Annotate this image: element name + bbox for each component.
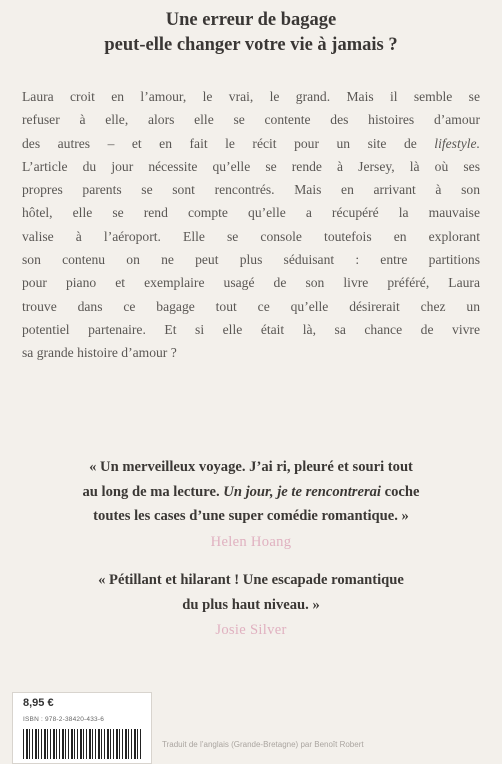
quote-author: Helen Hoang bbox=[210, 533, 292, 550]
review-quote-2 bbox=[22, 568, 480, 643]
blurb-line: refuser à elle, alors elle se contente des histoires d’amour bbox=[22, 112, 480, 128]
blurb-text bbox=[22, 85, 480, 365]
blurb-line: L’article du jour nécessite qu’elle se rende à Jersey, là où ses bbox=[22, 158, 480, 174]
quote-author: Josie Silver bbox=[215, 622, 287, 638]
tagline-line-1: Une erreur de bagage bbox=[165, 10, 337, 30]
blurb-line: pour piano et exemplaire usagé de son livre préféré, Laura bbox=[22, 275, 480, 291]
barcode-label bbox=[12, 692, 152, 764]
tagline bbox=[60, 8, 442, 58]
blurb-line: propres parents se sont rencontrés. Mais en arrivant à son bbox=[22, 182, 480, 198]
translator-credit: Traduit de l’anglais (Grande-Bretagne) par Benoît Robert bbox=[162, 740, 364, 749]
price: 8,95 € bbox=[23, 697, 54, 709]
blurb-line: Laura croit en l’amour, le vrai, le grand. Mais il semble se bbox=[22, 89, 480, 104]
blurb-line: hôtel, elle se rend compte qu’elle a récupéré la mauvaise bbox=[22, 205, 480, 221]
quote-text: au long de ma lecture. bbox=[82, 483, 224, 500]
book-title-italic: Un jour, je te rencontrerai bbox=[223, 483, 381, 500]
blurb-line-text: des autres – et en fait le récit pour un site de bbox=[22, 135, 417, 151]
blurb-line: potentiel partenaire. Et si elle était là, sa chance de vivre bbox=[22, 321, 480, 337]
review-quote-1 bbox=[22, 455, 480, 554]
barcode-icon bbox=[23, 729, 141, 759]
quote-line: « Un merveilleux voyage. J’ai ri, pleuré et souri tout bbox=[89, 459, 413, 475]
blurb-line: sa grande histoire d’amour ? bbox=[22, 345, 177, 361]
blurb-line: valise à l’aéroport. Elle se console toutefois en explorant bbox=[22, 228, 480, 244]
quote-line: « Pétillant et hilarant ! Une escapade romantique bbox=[98, 572, 404, 588]
quote-line: toutes les cases d’une super comédie romantique. » bbox=[93, 508, 409, 524]
tagline-line-2: peut-elle changer votre vie à jamais ? bbox=[104, 35, 398, 55]
blurb-line: trouve dans ce bagage tout ce qu’elle désirerait chez un bbox=[22, 298, 480, 314]
quote-text: coche bbox=[381, 483, 420, 500]
lifestyle-italic: lifestyle. bbox=[434, 135, 480, 151]
quote-line bbox=[22, 480, 480, 505]
blurb-line bbox=[22, 132, 480, 155]
quote-line: du plus haut niveau. » bbox=[182, 596, 320, 613]
blurb-line: son contenu on ne peut plus séduisant : entre partitions bbox=[22, 252, 480, 268]
isbn: ISBN : 978-2-38420-433-6 bbox=[23, 716, 105, 723]
